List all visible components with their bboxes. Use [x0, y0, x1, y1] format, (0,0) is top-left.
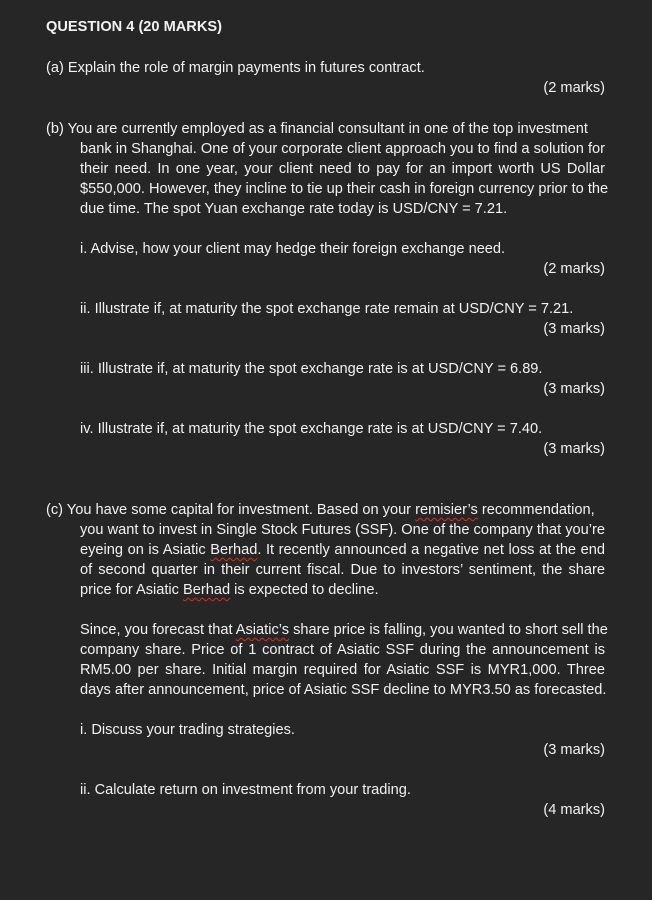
spellcheck-flagged-word: Berhad: [183, 582, 231, 598]
part-b-intro-line: $550,000. However, they incline to tie up their cash in foreign currency prior to the: [80, 181, 609, 197]
part-c-i-text: i. Discuss your trading strategies.: [80, 722, 295, 738]
part-c-para1-line: [80, 580, 379, 600]
part-c-para1-line: of second quarter in their current fiscal. Due to investors’ sentiment, the share: [80, 562, 605, 578]
text-run: share price is falling, you wanted to short sell the: [289, 622, 608, 638]
part-c-para2-line: RM5.00 per share. Initial margin required for Asiatic SSF is MYR1,000. Three: [80, 662, 605, 678]
part-b-ii-text: ii. Illustrate if, at maturity the spot exchange rate remain at USD/CNY = 7.21.: [80, 301, 574, 317]
part-b-intro-line: bank in Shanghai. One of your corporate client approach you to find a solution for: [80, 141, 605, 157]
part-a-text: (a) Explain the role of margin payments in futures contract.: [46, 60, 425, 76]
part-a-marks: (2 marks): [543, 80, 605, 96]
part-b-intro-line: (b) You are currently employed as a financial consultant in one of the top investment: [46, 121, 588, 137]
text-run: is expected to decline.: [230, 582, 379, 598]
text-run: (c) You have some capital for investment. Based on your: [46, 502, 416, 518]
part-b-intro-line: their need. In one year, your client need to pay for an import worth US Dollar: [80, 161, 605, 177]
text-run: price for Asiatic: [80, 582, 184, 598]
part-c-para1-line: you want to invest in Single Stock Futures (SSF). One of the company that you’re: [80, 522, 605, 538]
part-b-i-marks: (2 marks): [543, 261, 605, 277]
spellcheck-flagged-word: remisier’s: [415, 502, 478, 518]
part-c-ii-text: ii. Calculate return on investment from your trading.: [80, 782, 411, 798]
part-c-ii-marks: (4 marks): [543, 802, 605, 818]
text-run: recommendation,: [477, 502, 595, 518]
part-b-iii-text: iii. Illustrate if, at maturity the spot exchange rate is at USD/CNY = 6.89.: [80, 361, 543, 377]
part-b-intro-line: due time. The spot Yuan exchange rate today is USD/CNY = 7.21.: [80, 201, 508, 217]
question-title: QUESTION 4 (20 MARKS): [46, 19, 222, 35]
text-run: Since, you forecast that: [80, 622, 236, 638]
part-c-para2-line: days after announcement, price of Asiatic SSF decline to MYR3.50 as forecasted.: [80, 682, 607, 698]
text-run: eyeing on is Asiatic: [80, 542, 211, 558]
part-b-ii-marks: (3 marks): [543, 321, 605, 337]
part-c-para1-line: [80, 540, 605, 560]
spellcheck-flagged-word: Berhad: [210, 542, 258, 558]
spellcheck-flagged-word: Asiatic’s: [235, 622, 290, 638]
part-b-iv-text: iv. Illustrate if, at maturity the spot exchange rate is at USD/CNY = 7.40.: [80, 421, 543, 437]
part-c-para2-line: company share. Price of 1 contract of Asiatic SSF during the announcement is: [80, 642, 605, 658]
part-c-i-marks: (3 marks): [543, 742, 605, 758]
part-b-iv-marks: (3 marks): [543, 441, 605, 457]
part-b-iii-marks: (3 marks): [543, 381, 605, 397]
part-c-para1-line: [46, 500, 595, 520]
part-b-i-text: i. Advise, how your client may hedge their foreign exchange need.: [80, 241, 506, 257]
part-c-para2-line: [80, 620, 608, 640]
text-run: . It recently announced a negative net loss at the end: [257, 542, 605, 558]
